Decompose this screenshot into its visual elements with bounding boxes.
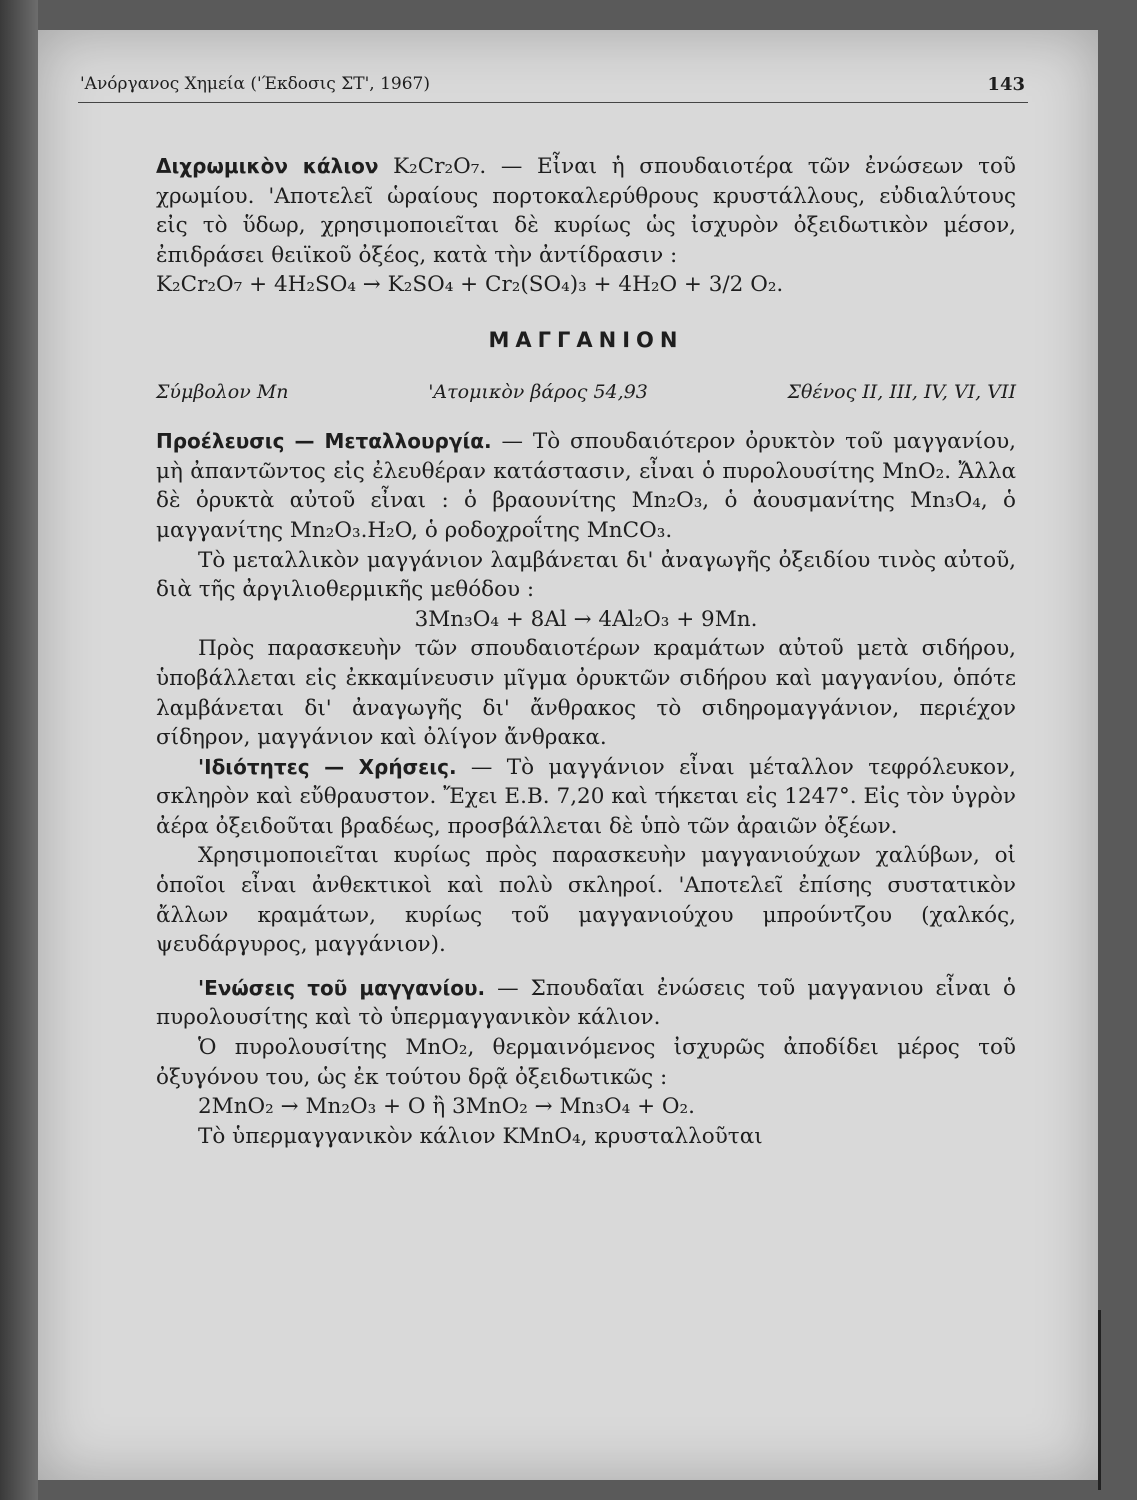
compounds-heading: 'Ενώσεις τοῦ μαγγανίου. — [198, 975, 486, 1000]
aluminothermic-reaction: 3Mn₃O₄ + 8Al → 4Al₂O₃ + 9Mn. — [414, 606, 758, 632]
valence: Σθένος II, III, IV, VI, VII — [787, 380, 1016, 403]
properties-text: — Τὸ μαγγάνιον εἶναι μέταλλον τεφρόλευκον, σκληρὸν καὶ εὔθραυστον. Ἔχει Ε.Β. 7,20 καὶ τήκεται εἰς 1247°. Εἰς τὸν ὑγρὸν ἀέρα ὀξειδοῦται βραδέως, προσβάλλεται δὲ ὑπὸ τῶν ἀραιῶν ὀξέων. — [156, 754, 1017, 839]
dichromate-formula: K₂Cr₂O₇. — [393, 154, 487, 179]
element-symbol: Σύμβολον Mn — [156, 380, 289, 403]
dichromate-reaction: K₂Cr₂O₇ + 4H₂SO₄ → K₂SO₄ + Cr₂(SO₄)₃ + 4H₂O + 3/2 O₂. — [156, 272, 784, 298]
header-rule — [78, 102, 1028, 103]
compounds-paragraph-2: Ὁ πυρολουσίτης MnO₂, θερμαινόμενος ἰσχυρῶς ἀποδίδει μέρος τοῦ ὀξυγόνου του, ὡς ἐκ τούτου δρᾷ ὀξειδωτικῶς : — [156, 1035, 1016, 1090]
origin-heading: Προέλευσις — Μεταλλουργία. — [156, 429, 492, 454]
page-content — [156, 152, 1016, 1151]
origin-text: — Τὸ σπουδαιότερον ὀρυκτὸν τοῦ μαγγανίου, μὴ ἀπαντῶντος εἰς ἐλευθέραν κατάστασιν, εἶναι ὁ πυρολουσίτης MnO₂. Ἄλλα δὲ ὀρυκτὰ αὐτοῦ εἶναι : ὁ βραουνίτης Mn₂O₃, ὁ ἀουσμανίτης Mn₃O₄, ὁ μαγγανίτης Mn₂O₃.H₂O, ὁ ροδοχροΐτης MnCO₃. — [156, 429, 1016, 543]
dichromate-paragraph — [156, 152, 1016, 270]
compounds-paragraph-3: Τὸ ὑπερμαγγανικὸν κάλιον KMnO₄, κρυσταλλοῦται — [198, 1123, 763, 1149]
origin-paragraph-2: Τὸ μεταλλικὸν μαγγάνιον λαμβάνεται δι' ἀναγωγῆς ὀξειδίου τινὸς αὐτοῦ, διὰ τῆς ἀργιλιοθερμικῆς μεθόδου : — [156, 547, 1016, 603]
section-title: ΜΑΓΓΑΝΙΟΝ — [488, 327, 684, 352]
atomic-weight: 'Ατομικὸν βάρος 54,93 — [428, 380, 648, 403]
dichromate-text: — Εἶναι ἡ σπουδαιοτέρα τῶν ἐνώσεων τοῦ χρωμίου. 'Αποτελεῖ ὡραίους πορτοκαλερύθρους κρυστάλλους, εὐδιαλύτους εἰς τὸ ὕδωρ, χρησιμοποιεῖται δὲ κυρίως ὡς ἰσχυρὸν ὀξειδωτικὸν μέσον, ἐπιδράσει θειϊκοῦ ὀξέος, κατὰ τὴν ἀντίδρασιν : — [156, 154, 1016, 268]
manganese-oxide-reaction: 2MnO₂ → Mn₂O₃ + O ἢ 3MnO₂ → Mn₃O₄ + O₂. — [198, 1094, 696, 1120]
running-header — [80, 74, 1025, 95]
origin-paragraph-3: Πρὸς παρασκευὴν τῶν σπουδαιοτέρων κραμάτων αὐτοῦ μετὰ σιδήρου, ὑποβάλλεται εἰς ἐκκαμίνευσιν μῖγμα ὀρυκτῶν σιδήρου καὶ μαγγανίου, ὁπότε λαμβάνεται δι' ἀναγωγῆς δι' ἄνθρακος τὸ σιδηρομαγγάνιον, περιέχον σίδηρον, μαγγάνιον καὶ ὀλίγον ἄνθρακα. — [156, 636, 1016, 751]
dichromate-heading: Διχρωμικὸν κάλιον — [156, 154, 379, 178]
header-title: 'Ανόργανος Χημεία ('Έκδοσις ΣΤ', 1967) — [80, 74, 430, 94]
element-info — [156, 378, 1016, 408]
compounds-paragraph — [156, 974, 1016, 1033]
spacer — [156, 960, 1016, 974]
properties-paragraph-2: Χρησιμοποιεῖται κυρίως πρὸς παρασκευὴν μαγγανιούχων χαλύβων, οἱ ὁποῖοι εἶναι ἀνθεκτικοὶ καὶ πολὺ σκληροί. 'Αποτελεῖ ἐπίσης συστατικὸν ἄλλων κραμάτων, κυρίως τοῦ μαγγανιούχου μπρούντζου (χαλκός, ψευδάργυρος, μαγγάνιον). — [156, 843, 1016, 958]
compounds-text: — Σπουδαῖαι ἐνώσεις τοῦ μαγγανιου εἶναι ὁ πυρολουσίτης καὶ τὸ ὑπερμαγγανικὸν κάλιον. — [156, 975, 1016, 1031]
book-gutter — [0, 0, 38, 1500]
properties-heading: 'Ιδιότητες — Χρήσεις. — [198, 754, 457, 779]
properties-paragraph — [156, 753, 1016, 842]
margin-line — [1098, 1310, 1101, 1490]
page-number: 143 — [987, 74, 1025, 95]
book-page — [38, 30, 1098, 1480]
origin-paragraph — [156, 427, 1016, 545]
